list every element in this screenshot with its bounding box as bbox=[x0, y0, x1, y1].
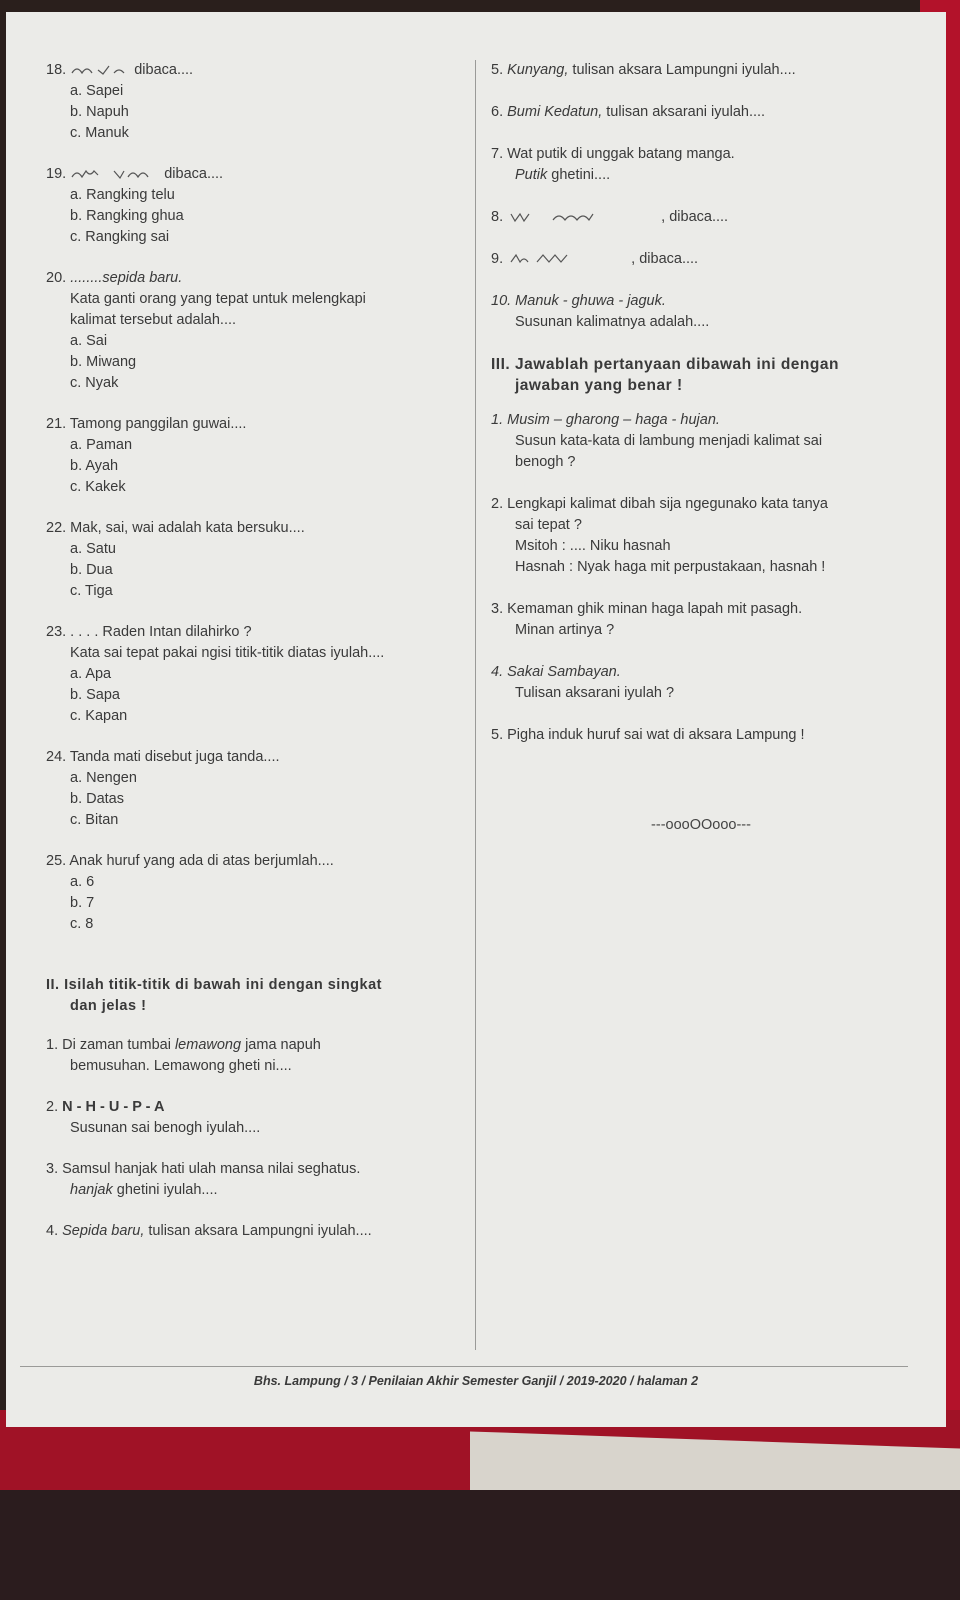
question-19: 19. dibaca.... a. Rangking telu b. Rangking ghua c. Rangking sai bbox=[46, 164, 466, 248]
option-a[interactable]: a. Satu bbox=[70, 541, 116, 557]
background-dark-cloth bbox=[0, 1490, 960, 1600]
answer-question-3: 3. Kemaman ghik minan haga lapah mit pasagh. Minan artinya ? bbox=[491, 601, 803, 638]
fill-question-10: 10. Manuk - ghuwa - jaguk. Susunan kalimatnya adalah.... bbox=[491, 293, 710, 330]
essay-question-1: 1. Di zaman tumbai lemawong jama napuh bemusuhan. Lemawong gheti ni.... bbox=[46, 1037, 321, 1074]
fill-question-9: 9. , dibaca.... bbox=[491, 251, 699, 267]
footer-rule bbox=[20, 1366, 908, 1367]
option-a[interactable]: a. Nengen bbox=[70, 770, 137, 786]
option-b[interactable]: b. 7 bbox=[70, 895, 95, 911]
option-c[interactable]: c. 8 bbox=[70, 916, 94, 932]
option-c[interactable]: c. Rangking sai bbox=[70, 229, 170, 245]
question-20: 20. ........sepida baru. Kata ganti orang yang tepat untuk melengkapi kalimat tersebut adalah.... a. Sai b. Miwang c. Nyak bbox=[46, 268, 466, 394]
option-a[interactable]: a. Rangking telu bbox=[70, 187, 175, 203]
option-c[interactable]: c. Kakek bbox=[70, 479, 126, 495]
option-a[interactable]: a. Sapei bbox=[70, 83, 124, 99]
option-b[interactable]: b. Rangking ghua bbox=[70, 208, 184, 224]
option-a[interactable]: a. Apa bbox=[70, 666, 112, 682]
option-c[interactable]: c. Tiga bbox=[70, 583, 113, 599]
question-21: 21. Tamong panggilan guwai.... a. Paman b. Ayah c. Kakek bbox=[46, 414, 466, 498]
question-18: 18. dibaca.... a. Sapei b. Napuh c. Manuk bbox=[46, 60, 466, 144]
column-divider bbox=[475, 60, 476, 1350]
answer-question-2: 2. Lengkapi kalimat dibah sija ngegunako kata tanya sai tepat ? Msitoh : .... Niku hasnah Hasnah : Nyak haga mit perpustakaan, hasnah ! bbox=[491, 496, 828, 575]
answer-question-1: 1. Musim – gharong – haga - hujan. Susun kata-kata di lambung menjadi kalimat sai benogh ? bbox=[491, 412, 823, 470]
answer-question-4: 4. Sakai Sambayan. Tulisan aksarani iyulah ? bbox=[491, 664, 675, 701]
aksara-lampung-script bbox=[70, 168, 160, 180]
option-c[interactable]: c. Manuk bbox=[70, 125, 129, 141]
aksara-lampung-script bbox=[507, 253, 627, 265]
option-b[interactable]: b. Dua bbox=[70, 562, 113, 578]
fill-question-6: 6. Bumi Kedatun, tulisan aksarani iyulah.... bbox=[491, 104, 766, 120]
option-b[interactable]: b. Ayah bbox=[70, 458, 119, 474]
option-c[interactable]: c. Bitan bbox=[70, 812, 119, 828]
fill-question-8: 8. , dibaca.... bbox=[491, 209, 729, 225]
right-column bbox=[491, 60, 911, 850]
left-column bbox=[46, 60, 466, 1242]
option-b[interactable]: b. Sapa bbox=[70, 687, 120, 703]
option-b[interactable]: b. Miwang bbox=[70, 354, 137, 370]
option-a[interactable]: a. Sai bbox=[70, 333, 108, 349]
option-b[interactable]: b. Napuh bbox=[70, 104, 129, 120]
fill-question-5: 5. Kunyang, tulisan aksara Lampungni iyulah.... bbox=[491, 62, 796, 78]
question-23: 23. . . . . Raden Intan dilahirko ? Kata sai tepat pakai ngisi titik-titik diatas iyulah.... a. Apa b. Sapa c. Kapan bbox=[46, 622, 466, 727]
section-2-heading: II. Isilah titik-titik di bawah ini dengan singkat dan jelas ! bbox=[46, 977, 382, 1014]
answer-question-5: 5. Pigha induk huruf sai wat di aksara Lampung ! bbox=[491, 727, 805, 743]
fill-question-7: 7. Wat putik di unggak batang manga. Putik ghetini.... bbox=[491, 146, 735, 183]
question-24: 24. Tanda mati disebut juga tanda.... a. Nengen b. Datas c. Bitan bbox=[46, 747, 466, 831]
question-25: 25. Anak huruf yang ada di atas berjumlah.... a. 6 b. 7 c. 8 bbox=[46, 851, 466, 935]
end-ornament: ---oooOOooo--- bbox=[651, 816, 751, 833]
option-c[interactable]: c. Kapan bbox=[70, 708, 128, 724]
option-c[interactable]: c. Nyak bbox=[70, 375, 119, 391]
page-footer: Bhs. Lampung / 3 / Penilaian Akhir Semester Ganjil / 2019-2020 / halaman 2 bbox=[253, 1374, 699, 1388]
essay-question-2: 2. N - H - U - P - A Susunan sai benogh iyulah.... bbox=[46, 1099, 261, 1136]
aksara-lampung-script bbox=[70, 64, 130, 76]
essay-question-3: 3. Samsul hanjak hati ulah mansa nilai seghatus. hanjak ghetini iyulah.... bbox=[46, 1161, 361, 1198]
aksara-lampung-script bbox=[507, 211, 657, 223]
exam-paper bbox=[6, 12, 946, 1427]
section-3-heading: III. Jawablah pertanyaan dibawah ini dengan jawaban yang benar ! bbox=[491, 356, 839, 394]
essay-question-4: 4. Sepida baru, tulisan aksara Lampungni iyulah.... bbox=[46, 1223, 372, 1239]
question-22: 22. Mak, sai, wai adalah kata bersuku.... a. Satu b. Dua c. Tiga bbox=[46, 518, 466, 602]
option-a[interactable]: a. Paman bbox=[70, 437, 133, 453]
option-a[interactable]: a. 6 bbox=[70, 874, 95, 890]
option-b[interactable]: b. Datas bbox=[70, 791, 124, 807]
